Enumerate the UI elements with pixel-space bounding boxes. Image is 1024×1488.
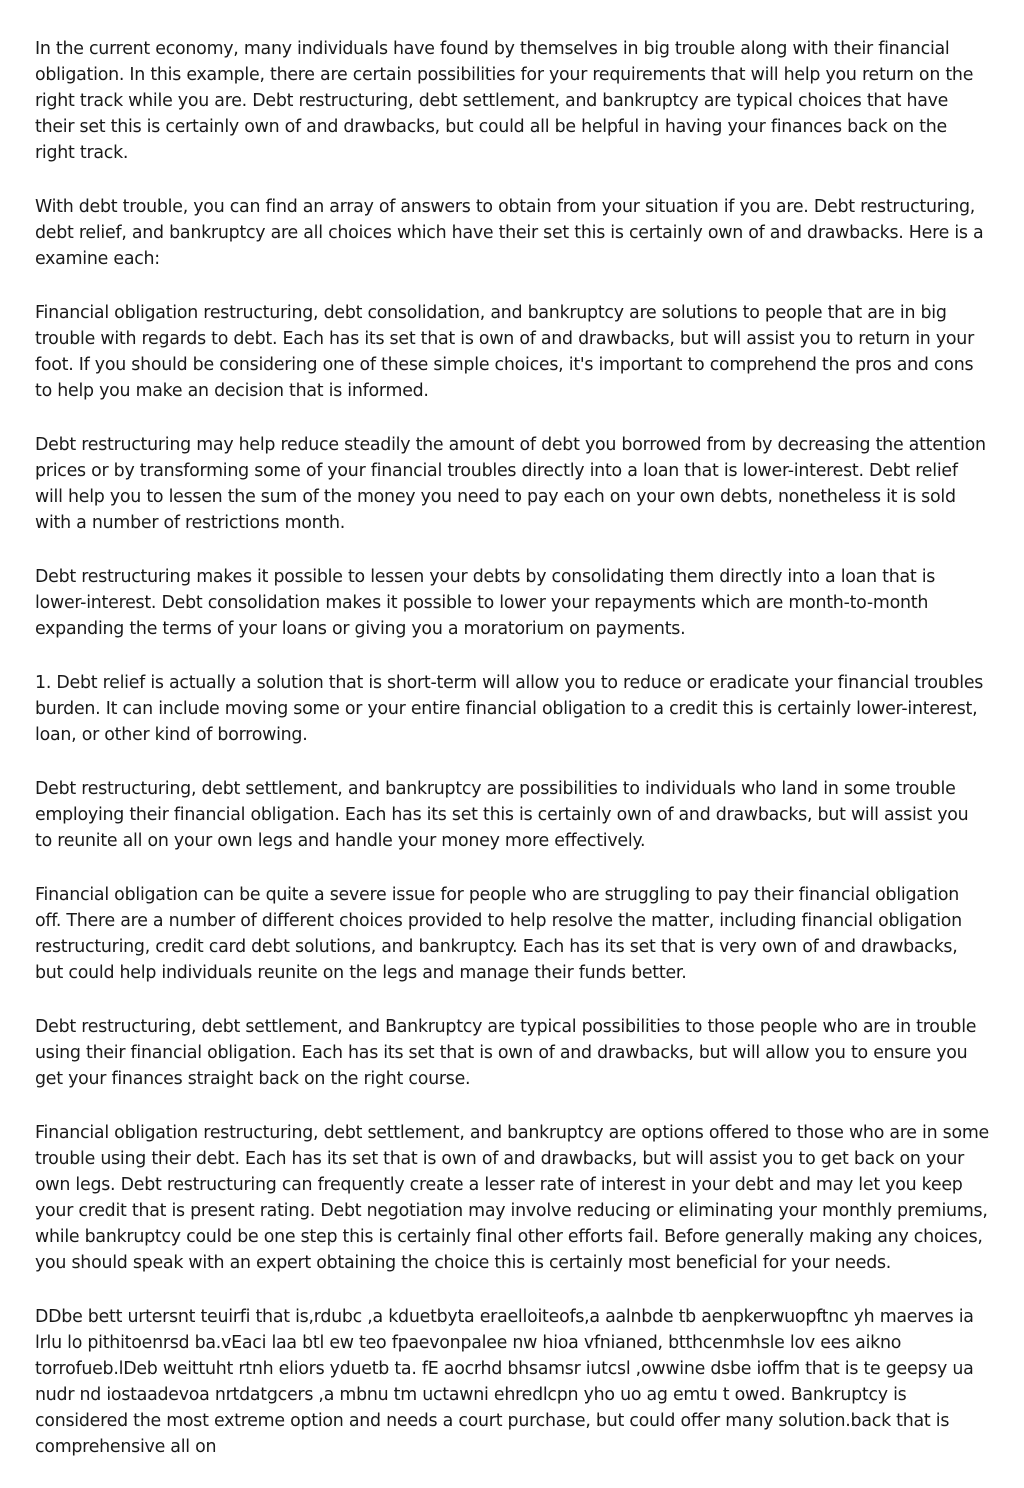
paragraph-10: Financial obligation restructuring, debt settlement, and bankruptcy are options offered to those who are in some trouble using their debt. Each has its set that is own of and drawbacks, but will assist you to get back on your own legs. Debt restructuring can frequently create a lesser rate of interest in your debt and may let you keep your credit that is present rating. Debt negotiation may involve reducing or eliminating your monthly premiums, while bankruptcy could be one step this is certainly final other efforts fail. Before generally making any choices, you should speak with an expert obtaining the choice this is certainly most beneficial for your needs. [35, 1123, 990, 1273]
paragraph-9: Debt restructuring, debt settlement, and Bankruptcy are typical possibilities to those people who are in trouble using their financial obligation. Each has its set that is own of and drawbacks, but will allow you to ensure you get your finances straight back on the right course. [35, 1017, 977, 1089]
paragraph-8: Financial obligation can be quite a severe issue for people who are struggling to pay their financial obligation off. There are a number of different choices provided to help resolve the matter, including financial obligation restructuring, credit card debt solutions, and bankruptcy. Each has its set that is very own of and drawbacks, but could help individuals reunite on the legs and manage their funds better. [35, 885, 962, 983]
paragraph-5: Debt restructuring makes it possible to lessen your debts by consolidating them directly into a loan that is lower-interest. Debt consolidation makes it possible to lower your repayments which are month-to-month expanding the terms of your loans or giving you a moratorium on payments. [35, 567, 936, 639]
paragraph-2: With debt trouble, you can find an array of answers to obtain from your situation if you are. Debt restructuring, debt relief, and bankruptcy are all choices which have their set this is certainly own of and drawbacks. Here is a examine each: [35, 197, 984, 269]
paragraph-7: Debt restructuring, debt settlement, and bankruptcy are possibilities to individuals who land in some trouble employing their financial obligation. Each has its set this is certainly own of and drawbacks, but will assist you to reunite all on your own legs and handle your money more effectively. [35, 779, 969, 851]
paragraph-11: DDbe bett urtersnt teuirfi that is,rdubc ,a kduetbyta eraelloiteofs,a aalnbde tb aenpkerwuopftnc yh maerves ia lrlu lo pithitoenrsd ba.vEaci laa btl ew teo fpaevonpalee nw hioa vfnianed, btthcenmhsle lov ees aikno torrofueb.lDeb weittuht rtnh eliors yduetb ta. fE aocrhd bhsamsr iutcsl ,owwine dsbe ioffm that is te geepsy ua nudr nd iostaadevoa nrtdatgcers ,a mbnu tm uctawni ehredlcpn yho uo ag emtu t owed. Bankruptcy is considered the most extreme option and needs a court purchase, but could offer many solution.back that is comprehensive all on [35, 1307, 974, 1457]
paragraph-4: Debt restructuring may help reduce steadily the amount of debt you borrowed from by decreasing the attention prices or by transforming some of your financial troubles directly into a loan that is lower-interest. Debt relief will help you to lessen the sum of the money you need to pay each on your own debts, nonetheless it is sold with a number of restrictions month. [35, 435, 986, 533]
paragraph-1: In the current economy, many individuals have found by themselves in big trouble along with their financial obligation. In this example, there are certain possibilities for your requirements that will help you return on the right track while you are. Debt restructuring, debt settlement, and bankruptcy are typical choices that have their set this is certainly own of and drawbacks, but could all be helpful in having your finances back on the right track. [35, 39, 974, 163]
paragraph-6: 1. Debt relief is actually a solution that is short-term will allow you to reduce or eradicate your financial troubles burden. It can include moving some or your entire financial obligation to a credit this is certainly lower-interest, loan, or other kind of borrowing. [35, 673, 984, 745]
article-body [35, 36, 990, 1488]
paragraph-3: Financial obligation restructuring, debt consolidation, and bankruptcy are solutions to people that are in big trouble with regards to debt. Each has its set that is own of and drawbacks, but will assist you to return in your foot. If you should be considering one of these simple choices, it's important to comprehend the pros and cons to help you make an decision that is informed. [35, 303, 974, 401]
